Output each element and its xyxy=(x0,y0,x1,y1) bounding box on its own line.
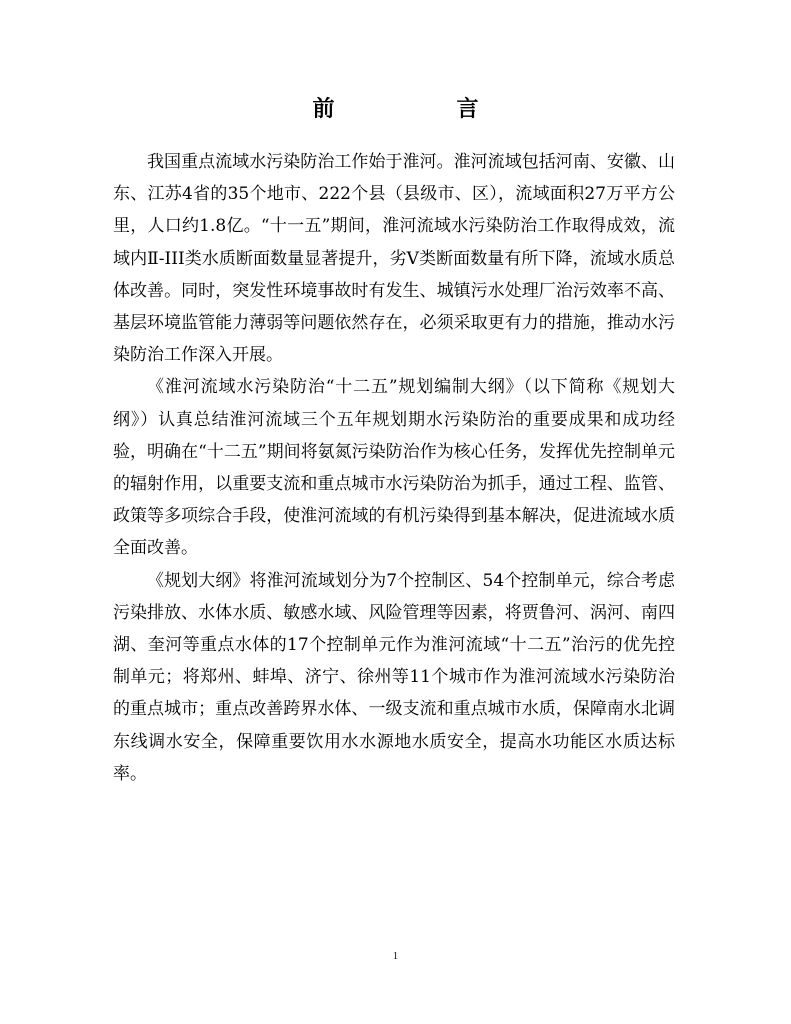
page-number: 1 xyxy=(393,951,398,962)
page-title: 前 言 xyxy=(312,96,529,122)
paragraph-2: 《淮河流域水污染防治“十二五”规划编制大纲》（以下简称《规划大纲》）认真总结淮河流域三个五年规划期水污染防治的重要成果和成功经验，明确在“十二五”期间将氨氮污染防治作为核心任务，发挥优先控制单元的辐射作用，以重要支流和重点城市水污染防治为抓手，通过工程、监管、政策等多项综合手段，使淮河流域的有机污染得到基本解决，促进流域水质全面改善。 xyxy=(113,377,675,559)
body-text xyxy=(113,146,675,790)
paragraph-1: 我国重点流域水污染防治工作始于淮河。淮河流域包括河南、安徽、山东、江苏4省的35个地市、222个县（县级市、区），流域面积27万平方公里，人口约1.8亿。“十一五”期间，淮河流域水污染防治工作取得成效，流域内Ⅱ-III类水质断面数量显著提升，劣Ⅴ类断面数量有所下降，流域水质总体改善。同时，突发性环境事故时有发生、城镇污水处理厂治污效率不高、基层环境监管能力薄弱等问题依然存在，必须采取更有力的措施，推动水污染防治工作深入开展。 xyxy=(113,152,675,366)
paragraph-3: 《规划大纲》将淮河流域划分为7个控制区、54个控制单元，综合考虑污染排放、水体水质、敏感水域、风险管理等因素，将贾鲁河、涡河、南四湖、奎河等重点水体的17个控制单元作为淮河流域“十二五”治污的优先控制单元；将郑州、蚌埠、济宁、徐州等11个城市作为淮河流域水污染防治的重点城市；重点改善跨界水体、一级支流和重点城市水质，保障南水北调东线调水安全，保障重要饮用水水源地水质安全，提高水功能区水质达标率。 xyxy=(113,570,675,784)
